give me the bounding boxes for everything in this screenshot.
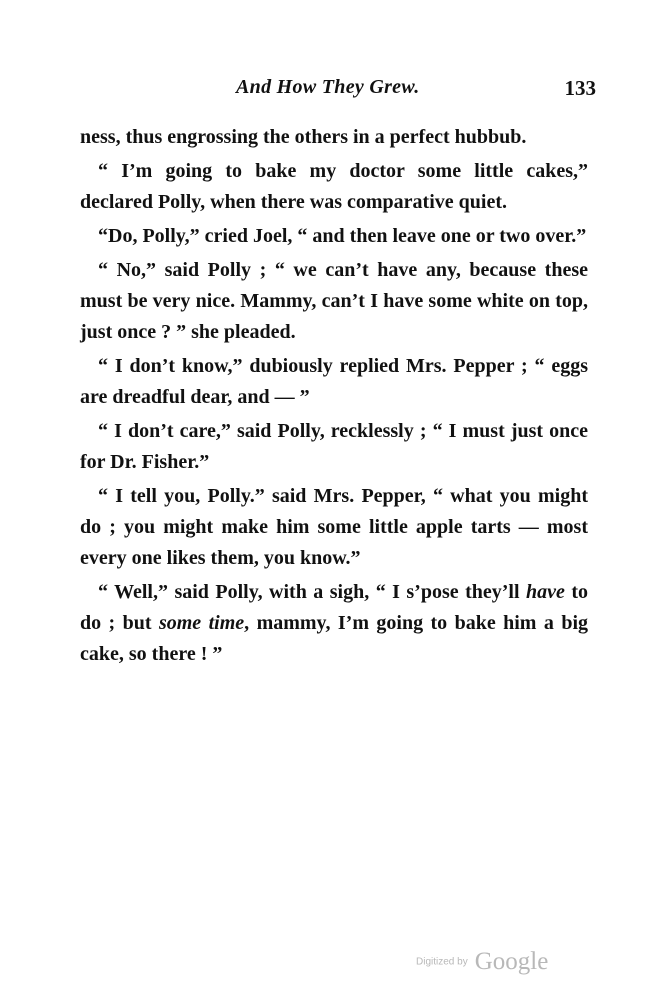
paragraph-5: “ I don’t know,” dubiously replied Mrs. Pepper ; “ eggs are dreadful dear, and — ” <box>80 355 588 408</box>
paragraph-8-text-b: to do ; but <box>80 581 588 634</box>
paragraph-8-text-a: “ Well,” said Polly, with a sigh, “ I s’pose they’ll <box>98 581 526 603</box>
paragraph-8-text-c: , mammy, I’m going to bake him a big cake, so there ! ” <box>80 612 588 665</box>
watermark-prefix: Digitized by <box>416 956 468 968</box>
paragraph-2: “ I’m going to bake my doctor some little cakes,” declared Polly, when there was comparative quiet. <box>80 160 588 213</box>
paragraph-8 <box>80 577 588 670</box>
running-head <box>236 76 596 102</box>
paragraph-6: “ I don’t care,” said Polly, recklessly ; “ I must just once for Dr. Fisher.” <box>80 420 588 473</box>
running-title: And How They Grew. <box>236 76 420 98</box>
body-text <box>80 122 588 673</box>
google-logo: Google <box>474 948 549 975</box>
paragraph-1: ness, thus engrossing the others in a perfect hubbub. <box>80 126 527 148</box>
paragraph-8-emphasis-have: have <box>525 581 565 603</box>
paragraph-3: “Do, Polly,” cried Joel, “ and then leave one or two over.” <box>98 225 587 247</box>
paragraph-8-emphasis-some-time: some time <box>158 612 245 634</box>
page-number: 133 <box>564 76 596 100</box>
digitized-watermark <box>416 948 548 978</box>
paragraph-4: “ No,” said Polly ; “ we can’t have any, because these must be very nice. Mammy, can’t I have some white on top, just once ? ” she pleaded. <box>80 259 588 343</box>
paragraph-7: “ I tell you, Polly.” said Mrs. Pepper, “ what you might do ; you might make him some little apple tarts — most every one likes them, you know.” <box>80 485 588 569</box>
